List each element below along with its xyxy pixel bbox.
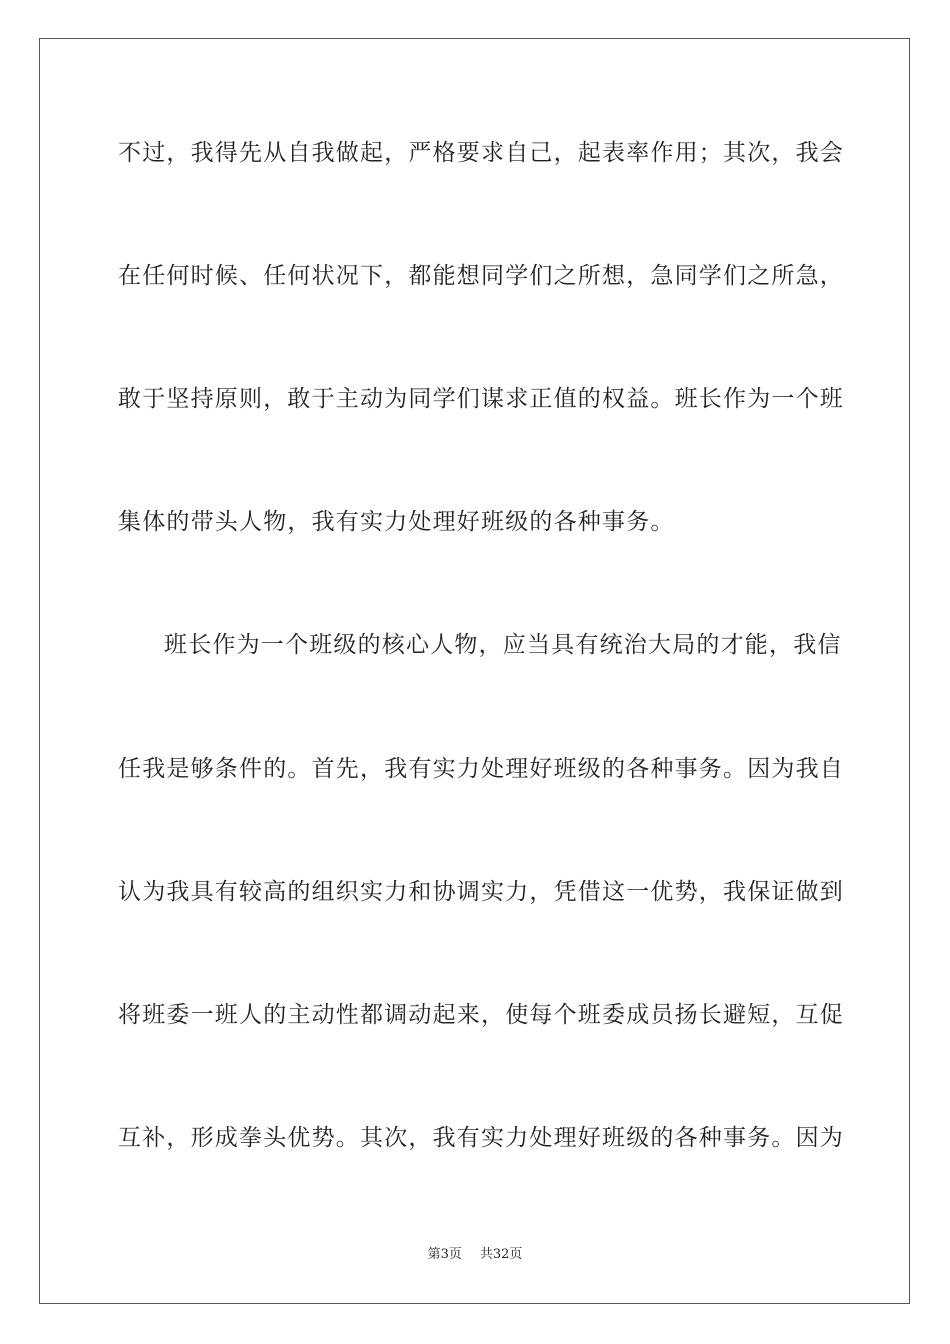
- body-text-line: 不过，我得先从自我做起，严格要求自己，起表率作用；其次，我会: [118, 140, 844, 166]
- body-text-line: 在任何时候、任何状况下，都能想同学们之所想，急同学们之所急，: [118, 263, 844, 289]
- body-text-line: 认为我具有较高的组织实力和协调实力，凭借这一优势，我保证做到: [118, 879, 844, 905]
- total-pages: 共32页: [479, 1247, 523, 1262]
- body-text-line: 集体的带头人物，我有实力处理好班级的各种事务。: [118, 509, 675, 535]
- paragraph-first-line: 班长作为一个班级的核心人物，应当具有统治大局的才能，我信: [164, 632, 842, 658]
- body-text-line: 敢于坚持原则，敢于主动为同学们谋求正值的权益。班长作为一个班: [118, 386, 844, 412]
- page-frame: [39, 38, 910, 1304]
- body-text-line: 任我是够条件的。首先，我有实力处理好班级的各种事务。因为我自: [118, 756, 844, 782]
- body-text-line: 互补，形成拳头优势。其次，我有实力处理好班级的各种事务。因为: [118, 1125, 844, 1151]
- page-number: 第3页: [427, 1247, 462, 1262]
- body-text-line: 将班委一班人的主动性都调动起来，使每个班委成员扬长避短，互促: [118, 1002, 844, 1028]
- page-footer: [0, 1246, 950, 1264]
